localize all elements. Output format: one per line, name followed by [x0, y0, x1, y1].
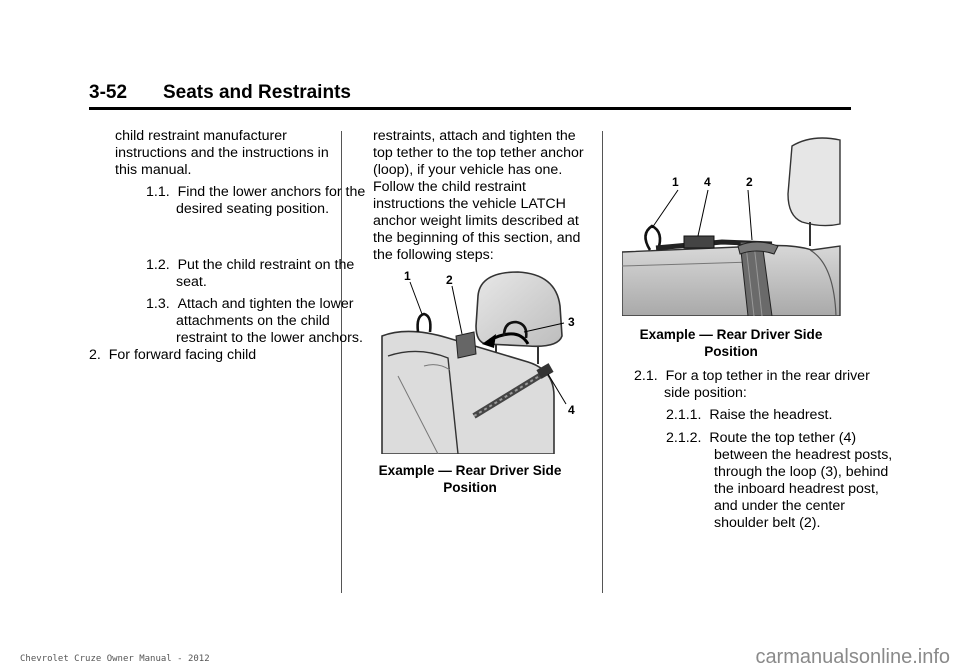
step-2-1-1 [666, 407, 902, 424]
step-number: 2.1.2. [666, 430, 702, 446]
callout-2: 2 [446, 273, 453, 287]
step-text: Put the child restraint on the seat. [176, 257, 355, 290]
step-text: Route the top tether (4) between the headrest posts, through the loop (3), behind the inboard headrest post, and under the center shoulder belt (2). [709, 430, 893, 531]
step-number: 1.3. [146, 296, 170, 312]
step-text: Find the lower anchors for the desired seating position. [176, 184, 366, 217]
figure-headrest-tether [378, 266, 588, 454]
header-rule [89, 107, 851, 110]
step-1-1 [146, 184, 366, 218]
step-number: 2.1.1. [666, 407, 702, 423]
figure-caption: Example — Rear Driver Side Position [639, 327, 823, 359]
step-2-1-2 [666, 430, 894, 532]
step-number: 2. [89, 347, 101, 363]
step-text: Raise the headrest. [709, 407, 833, 423]
callout-3: 3 [568, 315, 575, 329]
step-number: 2.1. [634, 368, 658, 384]
page-number: 3-52 [89, 82, 128, 103]
step-1-3 [146, 296, 366, 347]
figure-rear-tether-route [622, 134, 842, 316]
column-divider [602, 131, 603, 593]
step-1-2 [146, 257, 366, 291]
section-title: Seats and Restraints [163, 82, 351, 103]
step-text: Attach and tighten the lower attachments on the child restraint to the lower anchors. [176, 296, 363, 346]
step-2 [89, 347, 355, 364]
callout-1: 1 [404, 269, 411, 283]
intro-paragraph: child restraint manufacturer instructions and the instructions in this manual. [115, 128, 329, 178]
step-text: For a top tether in the rear driver side position: [664, 368, 870, 401]
callout-2: 2 [746, 175, 753, 189]
print-line: Chevrolet Cruze Owner Manual - 2012 [20, 654, 210, 664]
callout-4: 4 [568, 403, 575, 417]
figure-caption: Example — Rear Driver Side Position [378, 463, 562, 495]
callout-1: 1 [672, 175, 679, 189]
tether-paragraph: restraints, attach and tighten the top tether to the top tether anchor (loop), if your vehicle has one. Follow the child restraint instructions the vehicle LATCH anchor weight limits described at the beginning of this section, and the following steps: [373, 128, 584, 263]
step-2-1 [634, 368, 879, 402]
step-text: For forward facing child [108, 347, 257, 363]
step-number: 1.1. [146, 184, 170, 200]
watermark[interactable]: carmanualsonline.info [755, 646, 950, 668]
callout-4: 4 [704, 175, 711, 189]
step-number: 1.2. [146, 257, 170, 273]
page-header [89, 82, 851, 108]
page-footer [0, 646, 960, 672]
